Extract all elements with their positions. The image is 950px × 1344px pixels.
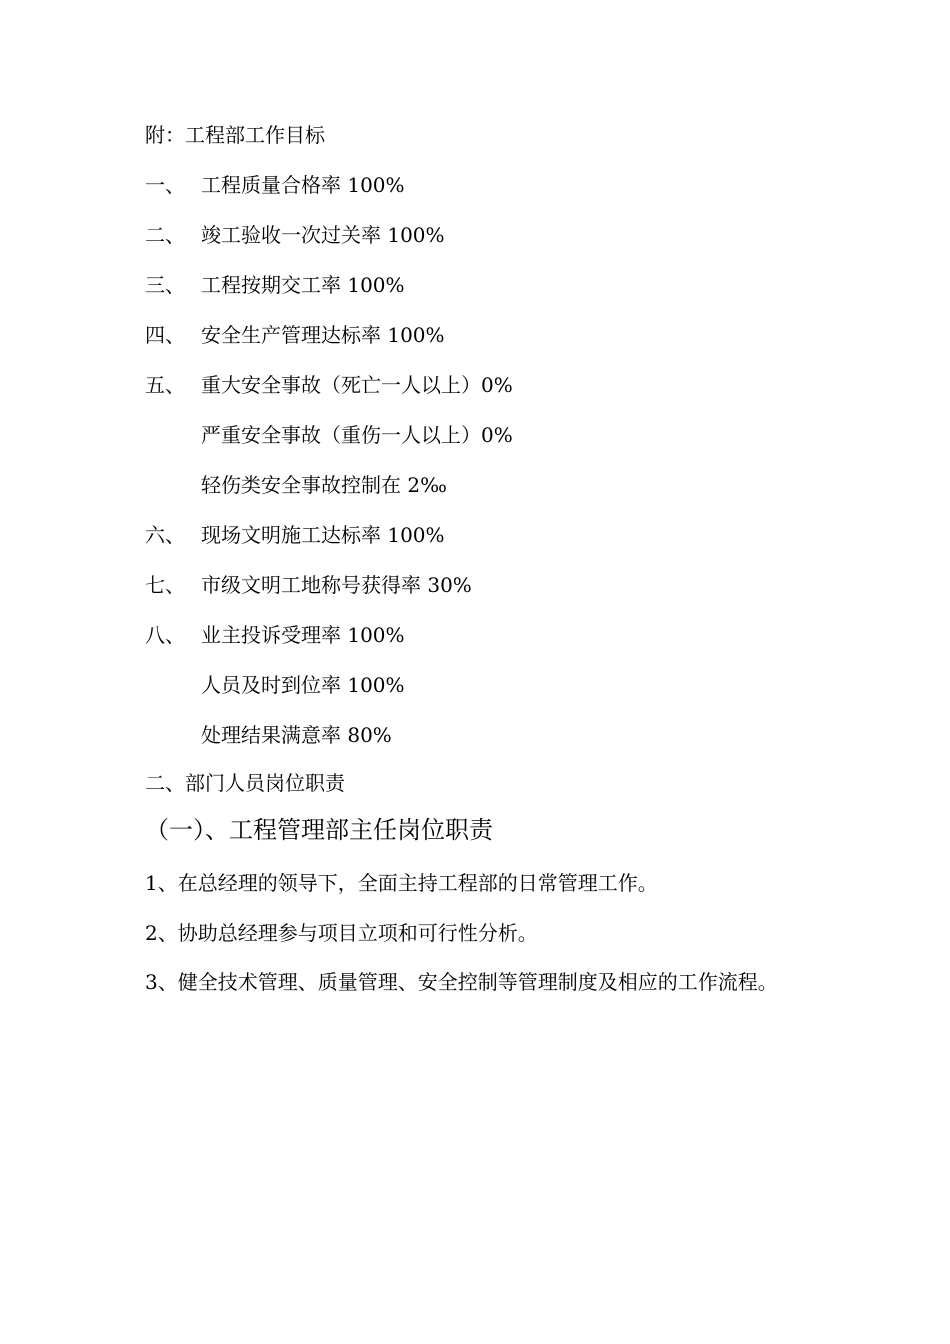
goal-subitem	[145, 668, 405, 702]
section-heading: 二、部门人员岗位职责	[145, 771, 345, 795]
goal-item-2	[145, 218, 445, 252]
duty-item-1: 1、在总经理的领导下，全面主持工程部的日常管理工作。	[145, 871, 658, 895]
goal-number: 三、	[145, 273, 185, 297]
subsection-heading: （一）、工程管理部主任岗位职责	[145, 816, 493, 844]
goal-item-4	[145, 318, 445, 352]
goal-text: 业主投诉受理率 100%	[201, 623, 405, 647]
goal-subitem	[145, 468, 447, 502]
duty-item-2: 2、协助总经理参与项目立项和可行性分析。	[145, 921, 538, 945]
goal-subitem	[145, 418, 513, 452]
goal-text: 处理结果满意率 80%	[201, 723, 392, 747]
goal-item-6	[145, 518, 445, 552]
goal-number: 七、	[145, 573, 185, 597]
goal-number: 二、	[145, 223, 185, 247]
doc-title: 附：工程部工作目标	[145, 123, 325, 147]
goal-subitem	[145, 718, 392, 752]
goal-number: 一、	[145, 173, 185, 197]
goal-item-1	[145, 168, 405, 202]
duty-item-3: 3、健全技术管理、质量管理、安全控制等管理制度及相应的工作流程。	[145, 970, 778, 994]
goal-text: 重大安全事故（死亡一人以上）0%	[201, 373, 513, 397]
goal-text: 安全生产管理达标率 100%	[201, 323, 445, 347]
goal-number: 六、	[145, 523, 185, 547]
goal-text: 轻伤类安全事故控制在 2‰	[201, 473, 447, 497]
goal-text: 工程按期交工率 100%	[201, 273, 405, 297]
goal-item-5	[145, 368, 513, 402]
goal-item-8	[145, 618, 405, 652]
goal-text: 工程质量合格率 100%	[201, 173, 405, 197]
goal-text: 人员及时到位率 100%	[201, 673, 405, 697]
goal-text: 竣工验收一次过关率 100%	[201, 223, 445, 247]
goal-text: 现场文明施工达标率 100%	[201, 523, 445, 547]
goal-number: 四、	[145, 323, 185, 347]
goal-number: 五、	[145, 373, 185, 397]
goal-text: 严重安全事故（重伤一人以上）0%	[201, 423, 513, 447]
goal-number: 八、	[145, 623, 185, 647]
goal-item-7	[145, 568, 472, 602]
goal-text: 市级文明工地称号获得率 30%	[201, 573, 472, 597]
goal-item-3	[145, 268, 405, 302]
